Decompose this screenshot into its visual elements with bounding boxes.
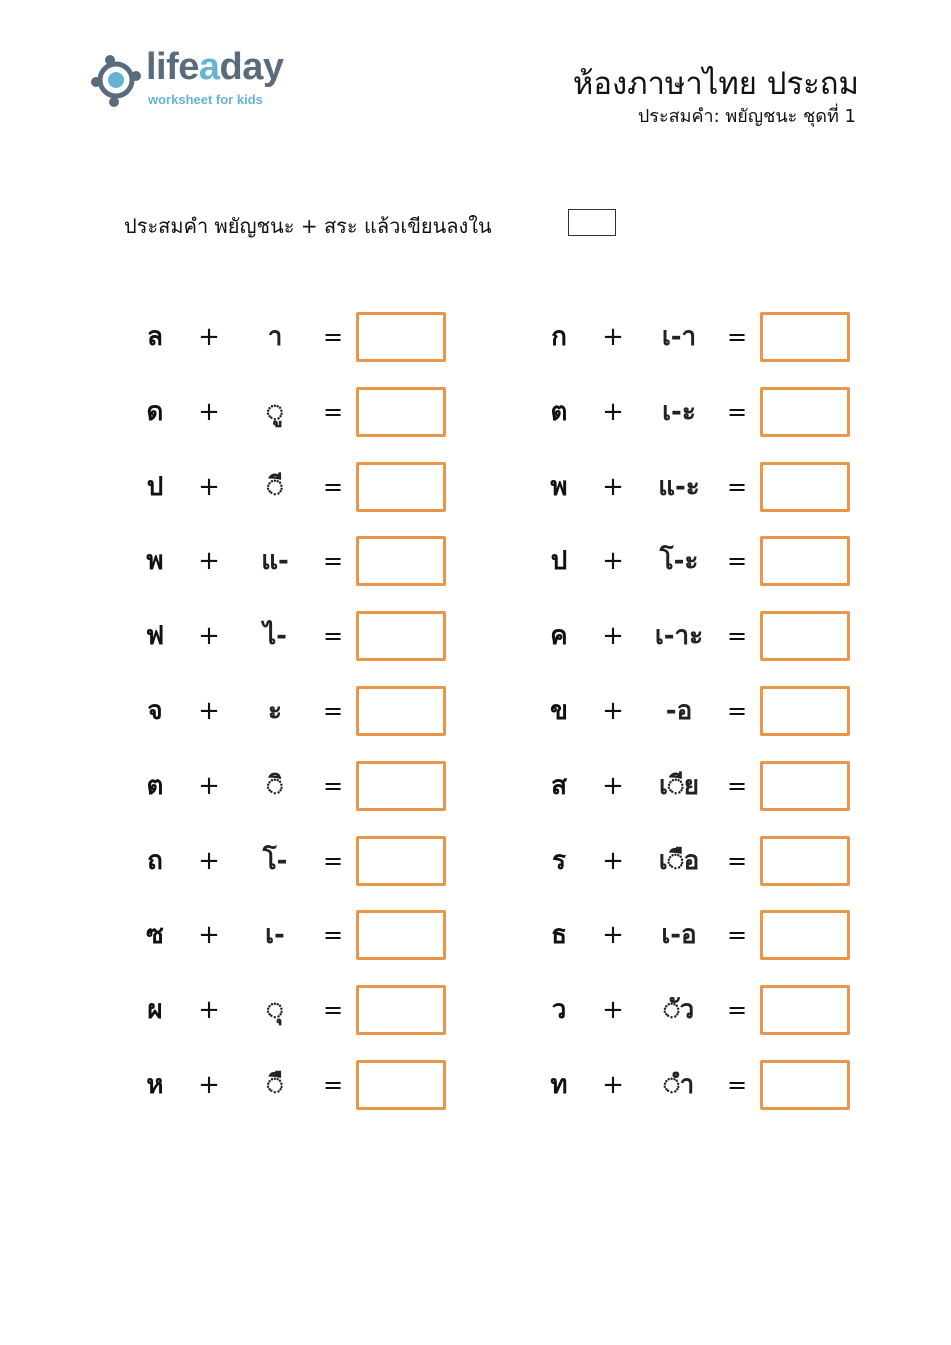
logo-tagline: worksheet for kids	[148, 92, 263, 107]
exercise-row	[544, 910, 864, 960]
equals-sign: =	[726, 622, 748, 650]
plus-sign: +	[602, 397, 624, 427]
equals-sign: =	[726, 996, 748, 1024]
vowel: เ-	[265, 920, 285, 950]
answer-box[interactable]	[356, 387, 446, 437]
page-title: ห้องภาษาไทย ประถม	[572, 66, 859, 102]
answer-box[interactable]	[356, 611, 446, 661]
answer-box[interactable]	[760, 836, 850, 886]
plus-sign: +	[198, 696, 220, 726]
equals-sign: =	[322, 398, 344, 426]
consonant: จ	[147, 696, 163, 726]
answer-box[interactable]	[356, 985, 446, 1035]
vowel: -อ	[665, 696, 693, 726]
exercise-row	[544, 387, 864, 437]
answer-box[interactable]	[760, 985, 850, 1035]
equals-sign: =	[726, 323, 748, 351]
consonant: ป	[146, 472, 164, 502]
answer-box[interactable]	[356, 686, 446, 736]
consonant: พ	[550, 472, 568, 502]
equals-sign: =	[322, 473, 344, 501]
exercise-row	[544, 462, 864, 512]
equals-sign: =	[726, 772, 748, 800]
exercise-row	[140, 462, 460, 512]
exercise-row	[140, 761, 460, 811]
consonant: พ	[146, 546, 164, 576]
vowel: ◌ิ	[267, 771, 283, 801]
consonant: ฟ	[145, 621, 165, 651]
consonant: ผ	[147, 995, 163, 1025]
vowel: า	[267, 322, 283, 352]
equals-sign: =	[726, 847, 748, 875]
vowel: ◌ุ	[267, 995, 283, 1025]
consonant: ก	[551, 322, 567, 352]
exercise-row	[544, 536, 864, 586]
exercise-row	[544, 312, 864, 362]
exercise-row	[140, 1060, 460, 1110]
vowel: แ-ะ	[658, 472, 700, 502]
vowel: ไ-	[263, 621, 287, 651]
vowel: ◌ัว	[663, 995, 695, 1025]
vowel: เ-าะ	[654, 621, 704, 651]
exercise-row	[544, 836, 864, 886]
plus-sign: +	[602, 771, 624, 801]
plus-sign: +	[198, 472, 220, 502]
vowel: เ◌ือ	[658, 846, 700, 876]
plus-sign: +	[602, 472, 624, 502]
consonant: ร	[552, 846, 566, 876]
vowel: เ-า	[661, 322, 697, 352]
exercise-row	[544, 1060, 864, 1110]
vowel: ◌ื	[267, 1070, 283, 1100]
answer-box[interactable]	[760, 1060, 850, 1110]
consonant: ส	[551, 771, 567, 801]
equals-sign: =	[322, 622, 344, 650]
exercise-row	[544, 985, 864, 1035]
answer-box[interactable]	[356, 536, 446, 586]
exercise-row	[140, 611, 460, 661]
answer-box[interactable]	[356, 312, 446, 362]
exercise-row	[140, 536, 460, 586]
plus-sign: +	[198, 322, 220, 352]
consonant: ข	[550, 696, 568, 726]
exercise-row	[140, 686, 460, 736]
consonant: ต	[146, 771, 164, 801]
equals-sign: =	[726, 1071, 748, 1099]
exercise-row	[140, 985, 460, 1035]
consonant: ธ	[551, 920, 567, 950]
answer-box[interactable]	[356, 836, 446, 886]
equals-sign: =	[726, 921, 748, 949]
answer-box[interactable]	[356, 761, 446, 811]
consonant: ต	[550, 397, 568, 427]
exercise-row	[544, 611, 864, 661]
equals-sign: =	[322, 697, 344, 725]
plus-sign: +	[602, 546, 624, 576]
plus-sign: +	[602, 920, 624, 950]
plus-sign: +	[198, 846, 220, 876]
page-subtitle: ประสมคำ: พยัญชนะ ชุดที่ 1	[637, 106, 856, 127]
vowel: ะ	[268, 696, 282, 726]
vowel: ◌ำ	[663, 1070, 695, 1100]
consonant: ถ	[147, 846, 163, 876]
equals-sign: =	[322, 1071, 344, 1099]
answer-box[interactable]	[760, 910, 850, 960]
plus-sign: +	[602, 696, 624, 726]
answer-box[interactable]	[356, 1060, 446, 1110]
plus-sign: +	[602, 995, 624, 1025]
equals-sign: =	[726, 473, 748, 501]
vowel: เ◌ีย	[658, 771, 700, 801]
equals-sign: =	[322, 323, 344, 351]
consonant: ป	[550, 546, 568, 576]
plus-sign: +	[602, 621, 624, 651]
consonant: ค	[550, 621, 568, 651]
answer-box[interactable]	[760, 761, 850, 811]
consonant: ล	[147, 322, 163, 352]
plus-sign: +	[198, 920, 220, 950]
plus-sign: +	[602, 1070, 624, 1100]
consonant: ว	[551, 995, 567, 1025]
plus-sign: +	[198, 995, 220, 1025]
plus-sign: +	[602, 846, 624, 876]
exercise-row	[140, 910, 460, 960]
answer-box[interactable]	[760, 686, 850, 736]
exercise-row	[140, 387, 460, 437]
exercise-row	[140, 836, 460, 886]
molecule-icon	[88, 52, 144, 108]
answer-box[interactable]	[356, 462, 446, 512]
plus-sign: +	[198, 1070, 220, 1100]
consonant: ด	[146, 397, 164, 427]
exercise-row	[140, 312, 460, 362]
equals-sign: =	[322, 847, 344, 875]
answer-box[interactable]	[356, 910, 446, 960]
answer-box[interactable]	[760, 536, 850, 586]
exercise-row	[544, 761, 864, 811]
lifeaday-logo	[88, 48, 298, 112]
consonant: ท	[550, 1070, 568, 1100]
plus-sign: +	[198, 771, 220, 801]
plus-sign: +	[602, 322, 624, 352]
plus-sign: +	[198, 397, 220, 427]
equals-sign: =	[726, 547, 748, 575]
answer-box[interactable]	[760, 387, 850, 437]
plus-sign: +	[198, 621, 220, 651]
equals-sign: =	[726, 697, 748, 725]
vowel: เ-ะ	[662, 397, 696, 427]
instruction-box-sample	[568, 209, 616, 236]
equals-sign: =	[322, 772, 344, 800]
vowel: แ-	[261, 546, 289, 576]
logo-wordmark: lifeaday	[146, 46, 284, 88]
vowel: โ-ะ	[659, 546, 699, 576]
plus-sign: +	[198, 546, 220, 576]
equals-sign: =	[322, 996, 344, 1024]
vowel: ◌ี	[267, 472, 283, 502]
vowel: โ-	[262, 846, 288, 876]
answer-box[interactable]	[760, 462, 850, 512]
answer-box[interactable]	[760, 611, 850, 661]
consonant: ซ	[146, 920, 164, 950]
instruction-text: ประสมคำ พยัญชนะ + สระ แล้วเขียนลงใน	[124, 214, 492, 238]
equals-sign: =	[322, 921, 344, 949]
exercise-row	[544, 686, 864, 736]
consonant: ห	[146, 1070, 164, 1100]
equals-sign: =	[322, 547, 344, 575]
equals-sign: =	[726, 398, 748, 426]
answer-box[interactable]	[760, 312, 850, 362]
vowel: เ-อ	[661, 920, 697, 950]
vowel: ◌ู	[267, 397, 283, 427]
